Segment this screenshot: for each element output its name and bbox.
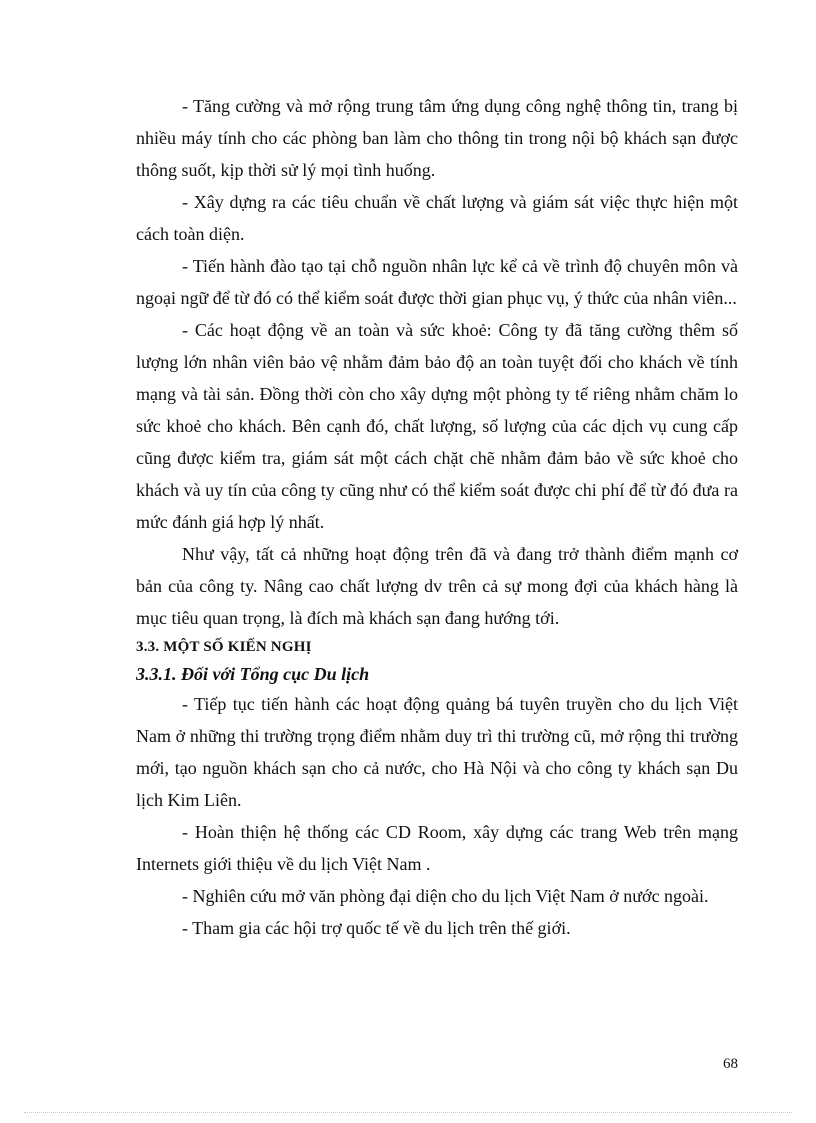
paragraph-promotion: - Tiếp tục tiến hành các hoạt động quảng bá tuyên truyền cho du lịch Việt Nam ở những thi trường trọng điểm nhằm duy trì thi trường cũ, mở rộng thi trường mới, tạo nguồn khách sạn cho cả nước, cho Hà Nội và cho công ty khách sạn Du lịch Kim Liên. [136, 694, 738, 810]
paragraph-international-fairs: - Tham gia các hội trợ quốc tế về du lịch trên thế giới. [182, 918, 571, 938]
paragraph-safety-health: - Các hoạt động về an toàn và sức khoẻ: Công ty đã tăng cường thêm số lượng lớn nhân viên bảo vệ nhằm đảm bảo độ an toàn tuyệt đối cho khách về tính mạng và tài sản. Đồng thời còn cho xây dựng một phòng ty tế riêng nhằm chăm lo sức khoẻ cho khách. Bên cạnh đó, chất lượng, số lượng của các dịch vụ cung cấp cũng được kiểm tra, giám sát một cách chặt chẽ nhằm đảm bảo về sức khoẻ cho khách và uy tín của công ty cũng như có thể kiểm soát được chi phí để từ đó đưa ra mức đánh giá hợp lý nhất. [136, 320, 738, 532]
paragraph-quality-standards: - Xây dựng ra các tiêu chuẩn về chất lượng và giám sát việc thực hiện một cách toàn diện. [136, 192, 738, 244]
section-heading: 3.3. MỘT SỐ KIẾN NGHỊ [136, 639, 312, 655]
paragraph-representative-office: - Nghiên cứu mở văn phòng đại diện cho du lịch Việt Nam ở nước ngoài. [182, 886, 709, 906]
paragraph-it-center: - Tăng cường và mở rộng trung tâm ứng dụng công nghệ thông tin, trang bị nhiều máy tính cho các phòng ban làm cho thông tin trong nội bộ khách sạn được thông suốt, kịp thời sử lý mọi tình huống. [136, 96, 738, 180]
page-content [136, 90, 738, 944]
paragraph-conclusion: Như vậy, tất cả những hoạt động trên đã và đang trở thành điểm mạnh cơ bản của công ty. Nâng cao chất lượng dv trên cả sự mong đợi của khách hàng là mục tiêu quan trọng, là đích mà khách sạn đang hướng tới. [136, 544, 738, 628]
paragraph-cd-room-web: - Hoàn thiện hệ thống các CD Room, xây dựng các trang Web trên mạng Internets giới thiệu về du lịch Việt Nam . [136, 822, 738, 874]
paragraph-staff-training: - Tiến hành đào tạo tại chỗ nguồn nhân lực kể cả về trình độ chuyên môn và ngoại ngữ để từ đó có thể kiểm soát được thời gian phục vụ, ý thức của nhân viên... [136, 256, 738, 308]
page-bottom-divider [24, 1112, 792, 1113]
subsection-heading: 3.3.1. Đối với Tổng cục Du lịch [136, 664, 370, 684]
page-number: 68 [723, 1056, 738, 1072]
